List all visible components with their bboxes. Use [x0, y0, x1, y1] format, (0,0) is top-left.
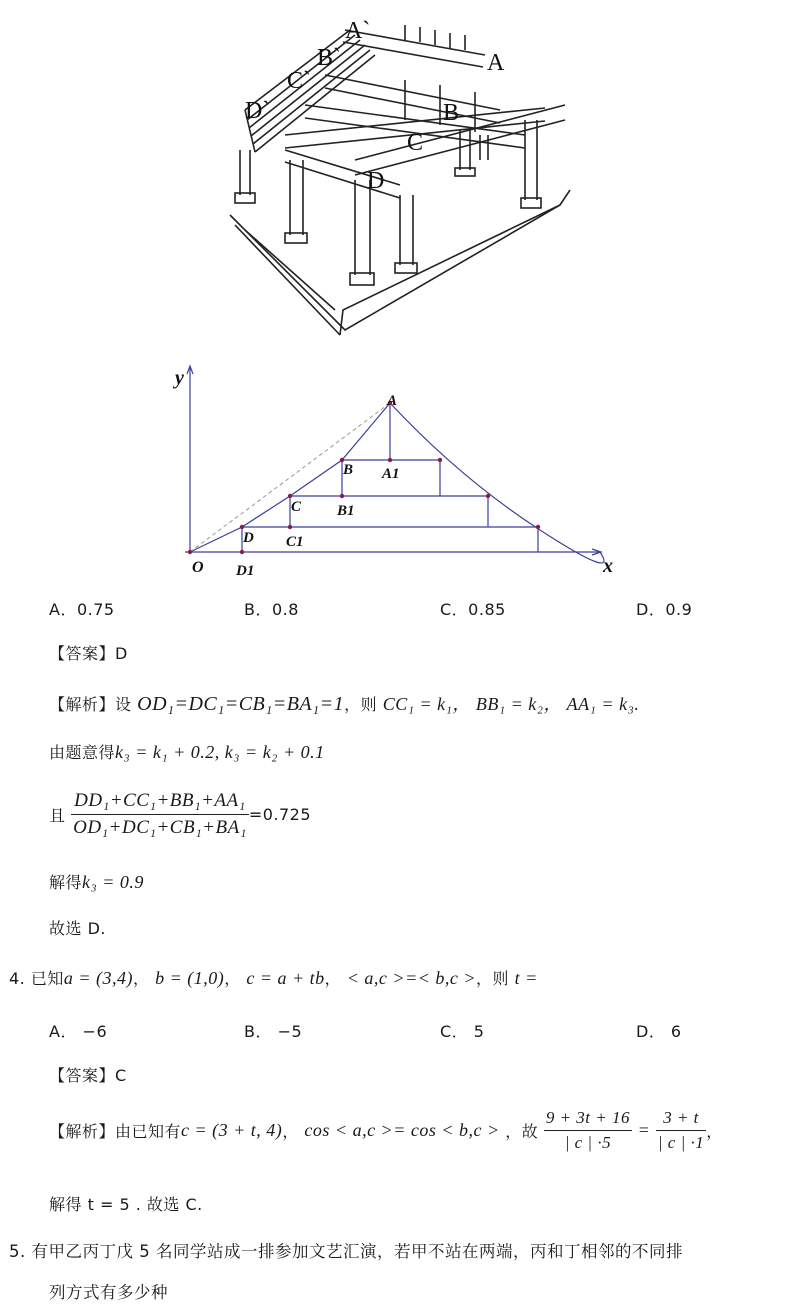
analysis-line2-eq: k₃ = k₁ + 0.2, k₃ = k₂ + 0.1: [115, 742, 325, 762]
q4-stem-t: t =: [514, 968, 538, 988]
q3-analysis-line3: [49, 790, 311, 839]
q3-conclusion: 故选 D.: [49, 919, 106, 938]
roof-label-d: D: [367, 168, 385, 194]
point-d-label: D: [243, 530, 254, 546]
q4-stem-end: ，则: [476, 969, 510, 988]
q4-stem: 4. 已知a = (3,4)， b = (1,0)， c = a + tb， < a,c >=< b,c >，则 t =: [9, 968, 538, 988]
analysis-line3-pre: 且: [49, 806, 66, 825]
answer-label: 【答案】: [49, 1066, 116, 1085]
fraction-numerator: DD₁+CC₁+BB₁+AA₁: [71, 790, 249, 815]
q4-option-d: D． 6: [636, 1022, 682, 1041]
analysis-label: 【解析】: [49, 695, 116, 714]
origin-label: O: [192, 559, 204, 576]
x-axis-label: x: [603, 555, 613, 577]
answer-value: D: [115, 644, 128, 663]
dashed-chord: [190, 403, 390, 552]
q4-analysis: 【解析】由已知有c = (3 + t, 4)， cos < a,c >= cos < b,c > ，故 $\frac{9 + 3t + 16}{| c | \cdot 5}$ = $\frac{3 + t}{| c | \cdot 1}$ ，: [49, 1108, 723, 1152]
point-a1-label: A1: [382, 466, 400, 482]
profile-curve: [390, 403, 604, 563]
roof-label-a: A: [487, 50, 505, 76]
q4-answer: [49, 1063, 127, 1086]
q4-option-b: B． −5: [244, 1022, 303, 1041]
fraction-denominator: OD₁+DC₁+CB₁+BA₁: [73, 817, 247, 838]
fraction-right: [656, 1108, 706, 1153]
q3-option-d: D．0.9: [636, 600, 693, 619]
point-b-label: B: [343, 462, 354, 478]
roof-structure-illustration: [225, 10, 590, 340]
vector-c: c = a + tb: [246, 968, 325, 988]
fraction-left-denominator: | c | ·5: [564, 1133, 612, 1152]
fraction-left: [544, 1108, 632, 1153]
roof-label-c-prime: C`: [287, 68, 311, 94]
q4-number: 4.: [9, 969, 26, 988]
vector-b: b = (1,0): [155, 968, 225, 988]
q3-option-c: C．0.85: [440, 600, 506, 619]
solve-eq: k₃ = 0.9: [82, 872, 144, 892]
q4-option-a: A． −6: [49, 1022, 108, 1041]
q5-line1: [9, 1238, 683, 1262]
q3-solve-line: [49, 870, 144, 893]
roof-label-b-prime: B`: [317, 45, 341, 71]
q3-analysis-line1: [49, 690, 639, 716]
analysis-gu: ，故: [505, 1122, 539, 1141]
analysis-pre: 由已知有: [115, 1122, 182, 1141]
vector-a: a = (3,4): [63, 968, 134, 988]
fraction-right-numerator: 3 + t: [656, 1108, 706, 1131]
solve-pre: 解得: [49, 873, 83, 892]
point-d1-label: D1: [236, 563, 255, 579]
answer-label: 【答案】: [49, 644, 116, 663]
q4-stem-pre: 已知: [30, 969, 64, 988]
q5-text: 有甲乙丙丁戊 5 名同学站成一排参加文艺汇演，若甲不站在两端，丙和丁相邻的不同排: [31, 1242, 683, 1261]
point-a-label: A: [387, 393, 398, 409]
analysis-mid: ，则: [344, 695, 378, 714]
point-c-label: C: [291, 499, 302, 515]
q3-analysis-line2: [49, 740, 325, 763]
q4-solve: 解得 t = 5 . 故选 C.: [49, 1195, 203, 1214]
fraction-right-denominator: | c | ·1: [657, 1133, 705, 1152]
point-c1-label: C1: [286, 534, 304, 550]
roof-label-c: C: [407, 130, 424, 156]
roof-label-a-prime: A`: [345, 18, 371, 44]
roof-label-d-prime: D`: [245, 98, 271, 124]
roof-label-b: B: [443, 100, 460, 126]
analysis-eq: OD₁=DC₁=CB₁=BA₁=1: [137, 693, 345, 715]
q5-number: 5.: [9, 1242, 26, 1261]
analysis-c: c = (3 + t, 4): [181, 1120, 283, 1140]
analysis-label: 【解析】: [49, 1122, 116, 1141]
answer-value: C: [115, 1066, 127, 1085]
fraction-left-numerator: 9 + 3t + 16: [544, 1108, 632, 1131]
y-axis-label: y: [175, 367, 184, 389]
analysis-pre: 设: [115, 695, 132, 714]
analysis-line2-pre: 由题意得: [49, 743, 116, 762]
q3-option-a: A．0.75: [49, 600, 115, 619]
analysis-cos: cos < a,c >= cos < b,c >: [304, 1120, 500, 1140]
q5-line2: 列方式有多少种: [49, 1283, 168, 1302]
analysis-vals: CC₁ = k₁， BB₁ = k₂， AA₁ = k₃.: [382, 694, 640, 714]
fraction-result: =0.725: [248, 805, 312, 824]
roof-profile-diagram: [160, 358, 630, 580]
point-b1-label: B1: [337, 503, 355, 519]
angle-equation: < a,c >=< b,c >: [346, 968, 476, 988]
ratio-fraction: [71, 790, 249, 839]
q4-option-c: C． 5: [440, 1022, 485, 1041]
q3-option-b: B．0.8: [244, 600, 299, 619]
q3-answer: [49, 641, 128, 664]
